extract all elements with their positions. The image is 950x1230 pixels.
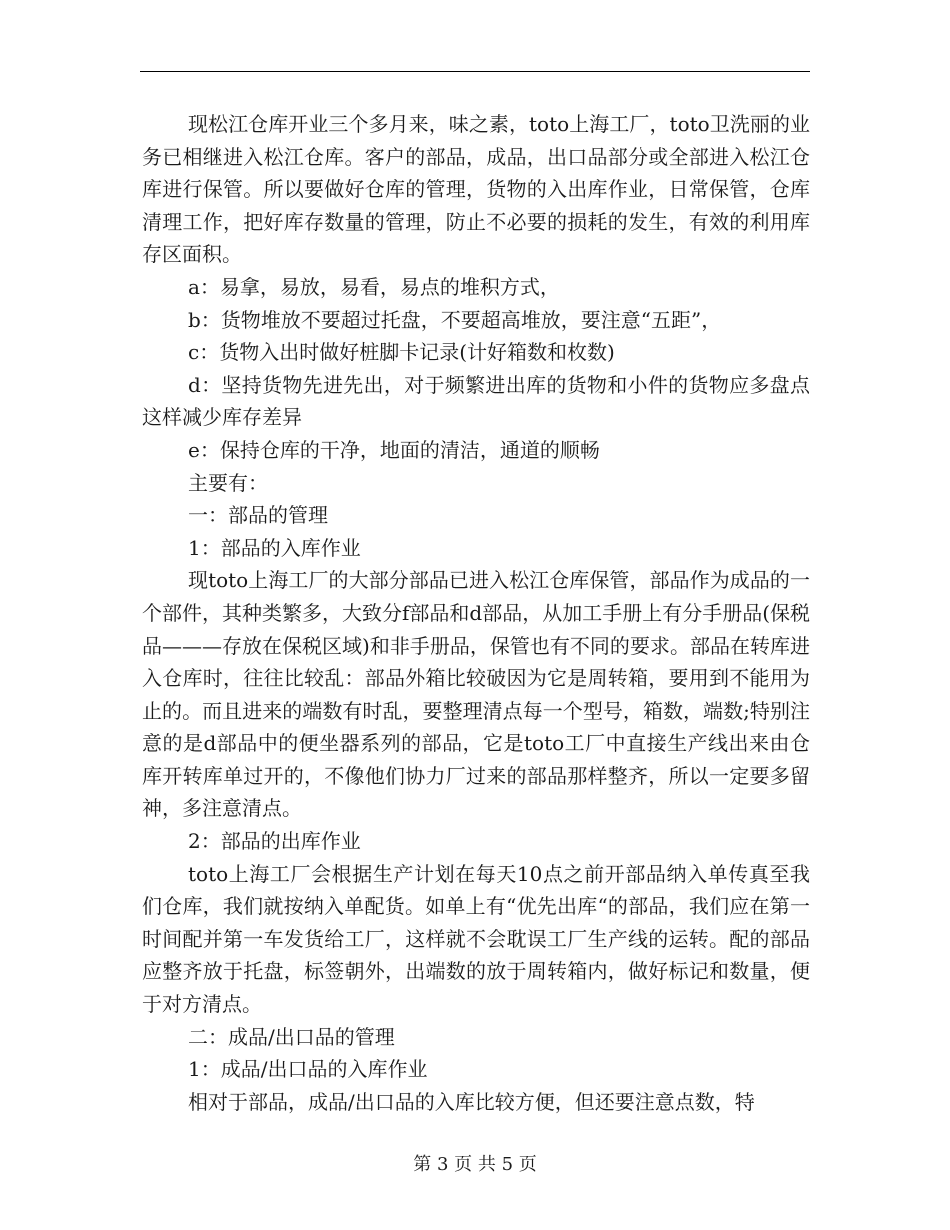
paragraph-parts-inbound: 现toto上海工厂的大部分部品已进入松江仓库保管，部品作为成品的一个部件，其种类繁多，大致分f部品和d部品，从加工手册上有分手册品(保税品———存放在保税区域)和非手册品，保管也有不同的要求。部品在转库进入仓库时，往往比较乱：部品外箱比较破因为它是周转箱，要用到不能用为止的。而且进来的端数有时乱，要整理清点每一个型号，箱数，端数;特别注意的是d部品中的便坐器系列的部品，它是toto工厂中直接生产线出来由仓库开转库单过开的，不像他们协力厂过来的部品那样整齐，所以一定要多留神，多注意清点。 xyxy=(142,568,811,821)
document-body xyxy=(142,108,810,1118)
section-heading-2: 二：成品/出口品的管理 xyxy=(188,1024,395,1049)
section-heading-1: 一：部品的管理 xyxy=(188,503,328,528)
list-item-d: d：坚持货物先进先出，对于频繁进出库的货物和小件的货物应多盘点这样减少库存差异 xyxy=(142,372,810,430)
list-item-a: a：易拿，易放，易看，易点的堆积方式， xyxy=(188,274,560,299)
paragraph-parts-outbound: toto上海工厂会根据生产计划在每天10点之前开部品纳入单传真至我们仓库，我们就按纳入单配货。如单上有“优先出库“的部品，我们应在第一时间配并第一车发货给工厂，这样就不会耽误工厂生产线的运转。配的部品应整齐放于托盘，标签朝外，出端数的放于周转箱内，做好标记和数量，便于对方清点。 xyxy=(142,861,810,1017)
paragraph-intro: 现松江仓库开业三个多月来，味之素，toto上海工厂，toto卫洗丽的业务已相继进入松江仓库。客户的部品，成品，出口品部分或全部进入松江仓库进行保管。所以要做好仓库的管理，货物的入出库作业，日常保管，仓库清理工作，把好库存数量的管理，防止不必要的损耗的发生，有效的利用库存区面积。 xyxy=(142,112,810,267)
list-item-c: c：货物入出时做好桩脚卡记录(计好箱数和枚数) xyxy=(188,340,615,365)
section-lead: 主要有： xyxy=(188,470,268,495)
subheading-1-1: 1：部品的入库作业 xyxy=(188,535,361,560)
list-item-b: b：货物堆放不要超过托盘，不要超高堆放，要注意“五距”， xyxy=(188,307,722,332)
paragraph-products-inbound: 相对于部品，成品/出口品的入库比较方便，但还要注意点数，特 xyxy=(188,1089,755,1114)
subheading-2-1: 1：成品/出口品的入库作业 xyxy=(188,1057,428,1082)
subheading-1-2: 2：部品的出库作业 xyxy=(188,829,361,854)
header-rule xyxy=(140,71,810,72)
list-item-e: e：保持仓库的干净，地面的清洁，通道的顺畅 xyxy=(188,437,600,462)
page-footer: 第 3 页 共 5 页 xyxy=(413,1154,537,1175)
